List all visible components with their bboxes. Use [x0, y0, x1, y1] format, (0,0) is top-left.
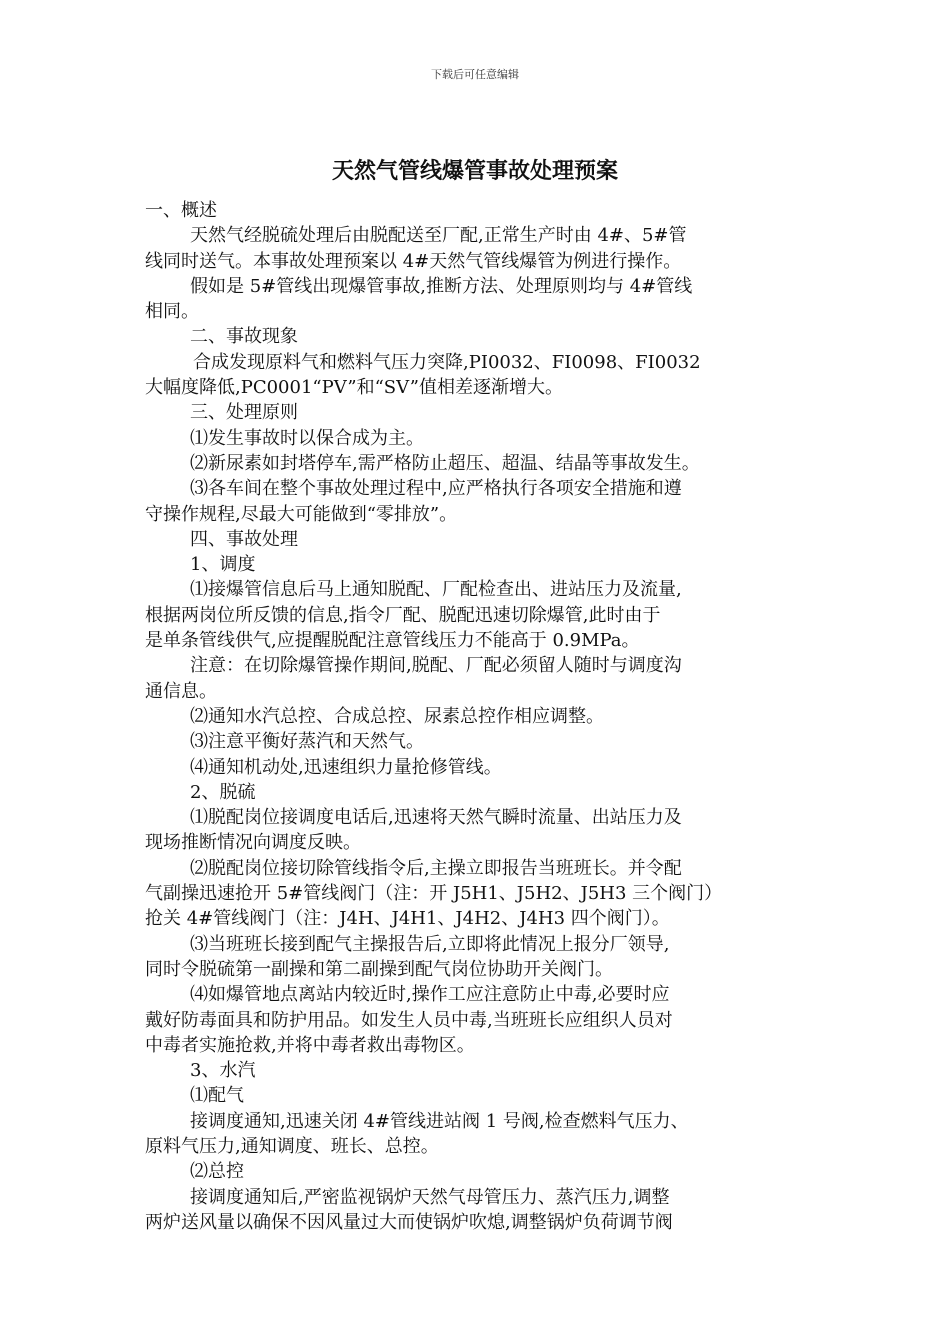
page-header-note: 下载后可任意编辑: [431, 68, 519, 81]
text-line: ⑴脱配岗位接调度电话后,迅速将天然气瞬时流量、出站压力及: [190, 807, 682, 829]
text-line: ⑵新尿素如封塔停车,需严格防止超压、超温、结晶等事故发生。: [190, 452, 700, 474]
text-line: 1、调度: [190, 554, 256, 576]
text-line: 气副操迅速抢开 5#管线阀门（注：开 J5H1、J5H2、J5H3 三个阀门）: [145, 883, 723, 905]
text-line: 合成发现原料气和燃料气压力突降,PI0032、FI0098、FI0032: [193, 351, 701, 373]
document-body: [145, 198, 813, 1235]
text-line: 大幅度降低,PC0001“PV”和“SV”值相差逐渐增大。: [145, 377, 563, 399]
text-line: 通信息。: [145, 680, 217, 702]
text-line: 一、概述: [145, 200, 217, 221]
text-line: 接调度通知,迅速关闭 4#管线进站阀 1 号阀,检查燃料气压力、: [190, 1110, 689, 1132]
text-line: 三、处理原则: [190, 402, 298, 424]
text-line: 假如是 5#管线出现爆管事故,推断方法、处理原则均与 4#管线: [190, 275, 693, 297]
text-line: 线同时送气。本事故处理预案以 4#天然气管线爆管为例进行操作。: [145, 250, 682, 272]
text-line: ⑷如爆管地点离站内较近时,操作工应注意防止中毒,必要时应: [190, 984, 670, 1006]
text-line: 两炉送风量以确保不因风量过大而使锅炉吹熄,调整锅炉负荷调节阀: [145, 1211, 673, 1233]
text-line: 注意：在切除爆管操作期间,脱配、厂配必须留人随时与调度沟: [190, 655, 682, 677]
text-line: ⑵脱配岗位接切除管线指令后,主操立即报告当班班长。并令配: [190, 857, 682, 879]
text-line: ⑴发生事故时以保合成为主。: [190, 427, 424, 449]
text-line: ⑴接爆管信息后马上通知脱配、厂配检查出、进站压力及流量,: [190, 579, 682, 601]
text-line: 守操作规程,尽最大可能做到“零排放”。: [145, 503, 458, 525]
text-line: 二、事故现象: [190, 326, 298, 348]
text-line: 3、水汽: [190, 1060, 256, 1082]
text-line: 天然气经脱硫处理后由脱配送至厂配,正常生产时由 4#、5#管: [190, 225, 687, 247]
text-line: ⑴配气: [190, 1085, 244, 1107]
text-line: ⑵总控: [190, 1161, 244, 1183]
text-line: 是单条管线供气,应提醒脱配注意管线压力不能高于 0.9MPa。: [145, 630, 640, 652]
text-line: 中毒者实施抢救,并将中毒者救出毒物区。: [145, 1034, 475, 1056]
text-line: 同时令脱硫第一副操和第二副操到配气岗位协助开关阀门。: [145, 958, 613, 980]
text-line: 2、脱硫: [190, 781, 256, 803]
text-line: ⑶注意平衡好蒸汽和天然气。: [190, 731, 424, 753]
text-line: ⑷通知机动处,迅速组织力量抢修管线。: [190, 756, 502, 778]
text-line: 根据两岗位所反馈的信息,指令厂配、脱配迅速切除爆管,此时由于: [145, 604, 661, 626]
text-line: ⑶当班班长接到配气主操报告后,立即将此情况上报分厂领导,: [190, 933, 670, 955]
text-line: 戴好防毒面具和防护用品。如发生人员中毒,当班班长应组织人员对: [145, 1009, 673, 1031]
text-line: 现场推断情况向调度反映。: [145, 832, 361, 854]
text-line: 四、事故处理: [190, 528, 298, 550]
text-line: 相同。: [145, 301, 199, 323]
text-line: 原料气压力,通知调度、班长、总控。: [145, 1135, 439, 1157]
text-line: ⑶各车间在整个事故处理过程中,应严格执行各项安全措施和遵: [190, 478, 682, 500]
text-line: 接调度通知后,严密监视锅炉天然气母管压力、蒸汽压力,调整: [190, 1186, 670, 1208]
text-line: 抢关 4#管线阀门（注：J4H、J4H1、J4H2、J4H3 四个阀门）。: [145, 908, 670, 930]
text-line: ⑵通知水汽总控、合成总控、尿素总控作相应调整。: [190, 705, 604, 727]
document-title: 天然气管线爆管事故处理预案: [331, 159, 618, 184]
